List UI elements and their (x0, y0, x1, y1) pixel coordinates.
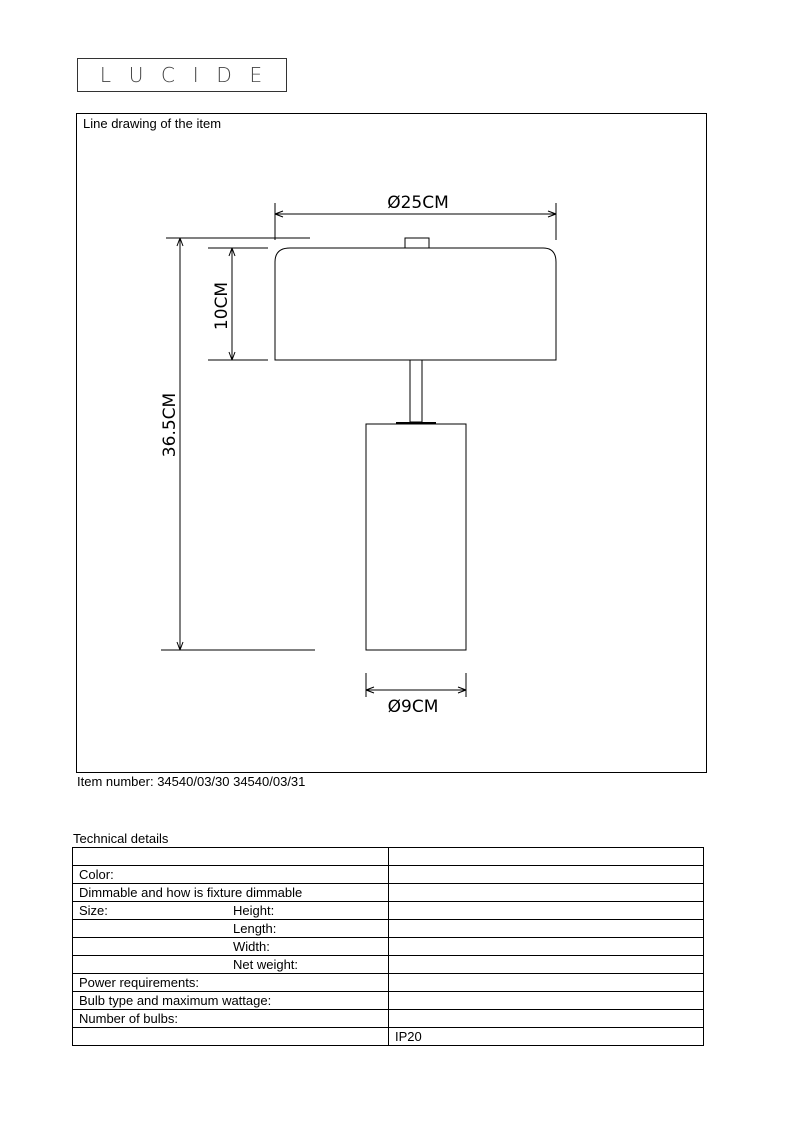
spec-label-cell (73, 956, 389, 974)
spec-label: Size: (79, 903, 108, 918)
spec-value (389, 938, 704, 956)
spec-label: Number of bulbs: (79, 1011, 178, 1026)
spec-value (389, 956, 704, 974)
spec-label-cell (73, 938, 389, 956)
dim-shade-label: 10CM (212, 281, 232, 331)
drawing-title: Line drawing of the item (83, 116, 222, 131)
table-row (73, 956, 704, 974)
spec-sublabel: Net weight: (233, 957, 299, 972)
spec-sublabel: Width: (233, 939, 270, 954)
table-row (73, 1010, 704, 1028)
spec-label-cell (73, 1010, 389, 1028)
logo-letter: C (161, 63, 178, 87)
technical-details-title: Technical details (73, 831, 169, 846)
spec-label-cell (73, 920, 389, 938)
spec-sublabel: Length: (233, 921, 277, 936)
table-row (73, 938, 704, 956)
table-row (73, 902, 704, 920)
spec-label-cell (73, 974, 389, 992)
table-row (73, 974, 704, 992)
spec-sublabel: Height: (233, 903, 275, 918)
spec-label-cell (73, 1028, 389, 1046)
technical-details-table (72, 847, 704, 1046)
logo-letter: L (99, 63, 113, 87)
spec-label-cell (73, 902, 389, 920)
spec-label-cell (73, 992, 389, 1010)
spec-label: Dimmable and how is fixture dimmable (79, 885, 303, 900)
brand-logo (77, 58, 287, 92)
spec-value: IP20 (389, 1028, 704, 1046)
spec-value (389, 992, 704, 1010)
spec-label: Bulb type and maximum wattage: (79, 993, 272, 1008)
spec-value (389, 902, 704, 920)
item-number: Item number: 34540/03/30 34540/03/31 (77, 774, 306, 789)
logo-letter: E (249, 63, 265, 87)
spec-label-cell (73, 848, 389, 866)
table-row (73, 848, 704, 866)
spec-label: Power requirements: (79, 975, 199, 990)
table-row (73, 866, 704, 884)
table-row (73, 992, 704, 1010)
logo-letter: D (216, 63, 234, 87)
dim-height-label: 36.5CM (160, 392, 180, 458)
spec-value (389, 866, 704, 884)
logo-letter: U (128, 63, 146, 87)
spec-value (389, 974, 704, 992)
table-row (73, 884, 704, 902)
logo-letter: I (192, 63, 201, 87)
line-drawing-frame (76, 113, 707, 773)
spec-value (389, 848, 704, 866)
spec-label: Color: (79, 867, 114, 882)
spec-label-cell (73, 866, 389, 884)
dim-base-label: Ø9CM (387, 697, 439, 717)
table-row (73, 1028, 704, 1046)
spec-label-cell (73, 884, 389, 902)
spec-value (389, 884, 704, 902)
dim-top-label: Ø25CM (387, 193, 449, 213)
spec-value (389, 920, 704, 938)
spec-value (389, 1010, 704, 1028)
table-row (73, 920, 704, 938)
